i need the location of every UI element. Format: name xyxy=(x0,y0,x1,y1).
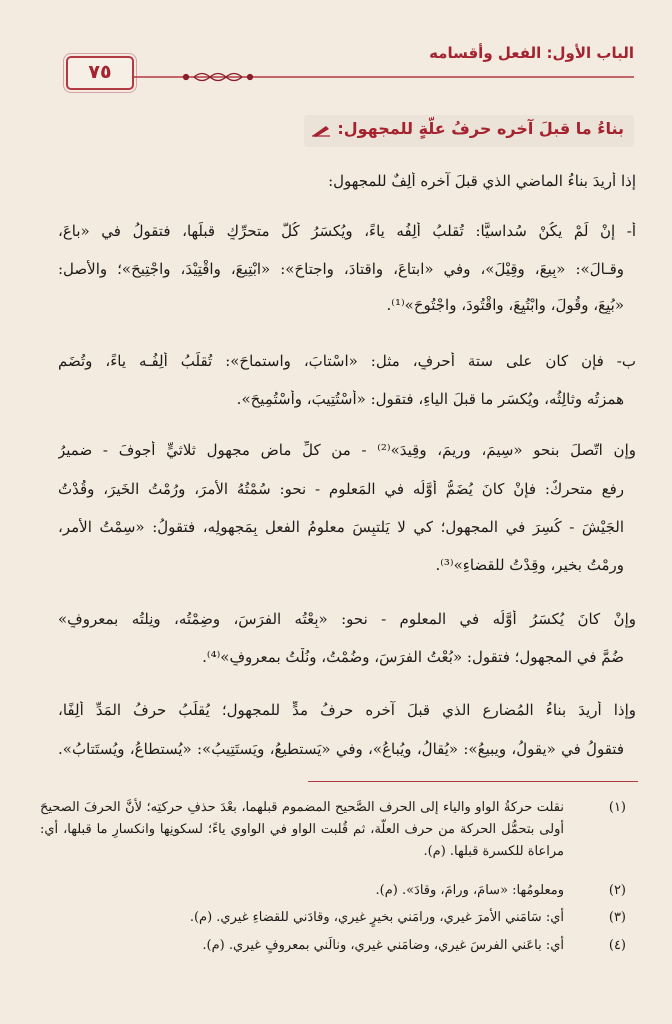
footnote-text: ومعلومُها: «سامَ، ورامَ، وقادَ». (م). xyxy=(375,883,564,898)
body-line: أ- إنْ لَمْ يكُنْ سُداسيًّا: تُقلبُ أَلِفُه ياءً، ويُكسَرُ كُلُّ متحرِّكٍ قبلَها، فتقولُ في «باعَ، xyxy=(58,222,636,240)
footnote-number: (٤) xyxy=(608,938,626,953)
body-line: إذا أُريدَ بناءُ الماضي الذي قبلَ آخرِه أَلِفٌ للمجهول: xyxy=(328,172,636,190)
footnote xyxy=(40,797,626,863)
footnote-divider xyxy=(308,781,638,782)
chapter-title: الباب الأول: الفعل وأقسامه xyxy=(429,44,634,62)
pen-icon xyxy=(310,124,332,138)
body-line: وإنْ كانَ يُكسَرُ أوَّلُه في المعلوم - نحو: «بِعْتُه الفرَسَ، وضِمْتُه، ونِلتُه بمعروفٍ» xyxy=(58,610,636,628)
footnote-number: (٢) xyxy=(608,883,626,898)
footnote-text: أي: سَامَني الأمرَ غيري، ورامَني بخيرٍ غيري، وقادَني للقضاءِ غيري. (م). xyxy=(189,910,564,925)
body-line: الجَيْشَ - كُسِرَ في المجهول؛ كي لا يَلتبِسَ معلومُ الفعلِ بِمَجهولِه، فتقولُ: «سِمْتُ الأمر، xyxy=(58,518,624,536)
footnote-number: (١) xyxy=(608,800,626,815)
page-number: ٧٥ xyxy=(88,61,112,83)
body-line: رفعٍ متحركٌ: فإنْ كانَ يُضَمُّ أوَّلُه في المَعلوم - نحو: سُمْتُهُ الأمرَ، ورُمْتُ الخَيرَ، وقُدْتُ xyxy=(58,480,624,498)
body-line: فتقولُ في «يقولُ، ويبيعُ»: «يُقالُ، ويُباعُ»، وفي «يَستطيعُ، ويَستَتِيبُ»: «يُستطاعُ، ويُستَتابُ». xyxy=(58,740,624,758)
footnote-number: (٣) xyxy=(608,910,626,925)
footnote-text: أي: باعَني الفرسَ غيري، وضامَني غيري، ونالَني بمعروفٍ غيري. (م). xyxy=(202,938,564,953)
body-line: ورِمْتُ بخيرٍ، وقِدْتُ للقضاءِ»⁽³⁾. xyxy=(435,556,624,574)
section-heading-text: بناءُ ما قبلَ آخره حرفُ علّةٍ للمجهول: xyxy=(337,119,624,138)
body-line: ضُمَّ في المجهول؛ فتقول: «بُعْتُ الفرَسَ، وضُمْتُ، ونُلْتُ بمعروفٍ»⁽⁴⁾. xyxy=(202,648,624,666)
body-line: «بُيِعَ، وقُوِلَ، وابْتُيِعَ، واقْتُوِدَ، واجْتُوِحَ»⁽¹⁾. xyxy=(386,296,624,314)
page-number-box xyxy=(66,56,134,90)
page-header xyxy=(0,0,672,96)
section-heading xyxy=(304,115,634,147)
footnote-text: نقلت حركةُ الواو والياء إلى الحرف الصَّحيح المضموم قبلهما، بعْدَ حذفِ حركتِه؛ لأنَّ الحرفَ الصحيحَ أولى بتحمُّل الحركة من حرف العلّة، ثم قُلبت الواو في الواوي ياءً؛ لسكونِها وانكسارِ ما قبلها، أي: مراعاة للكسرة قبلها. (م). xyxy=(40,800,564,859)
footnote xyxy=(40,935,626,957)
body-line: وإنِ اتّصلَ بنحو «سِيمَ، وريمَ، وقِيدَ»⁽²⁾ - من كلِّ ماضٍ مجهولٍ ثلاثيٍّ أجوفَ - ضميرُ xyxy=(58,441,636,459)
body-line: وقـالَ»: «بِيعَ، وقِيْلَ»، وفي «ابتاعَ، واقتادَ، واجتاحَ»: «ابْتِيعَ، واقْتِيْدَ، واجْتِيحَ»؛ والأصل: xyxy=(58,260,624,278)
body-line: همزتُه وثالِثُه، ويُكسَر ما قبلَ الياءِ، فتقول: «أُسْتُتِيبَ، وأُسْتُمِيحَ». xyxy=(236,390,624,408)
body-line: وإذا أُريدَ بناءُ المُضارعِ الذي قبلَ آخره حرفُ مدٍّ للمجهول؛ يُقلَبُ حرفُ المَدِّ ألِفًا، xyxy=(58,701,636,719)
ornamental-rule xyxy=(134,69,634,85)
footnote xyxy=(40,880,626,902)
footnote xyxy=(40,907,626,929)
body-line: ب- فإن كان على ستة أحرفٍ، مثل: «اسْتابَ، واستماحَ»: تُقلَبُ ألِفُـه ياءً، وتُضَم xyxy=(58,352,636,370)
